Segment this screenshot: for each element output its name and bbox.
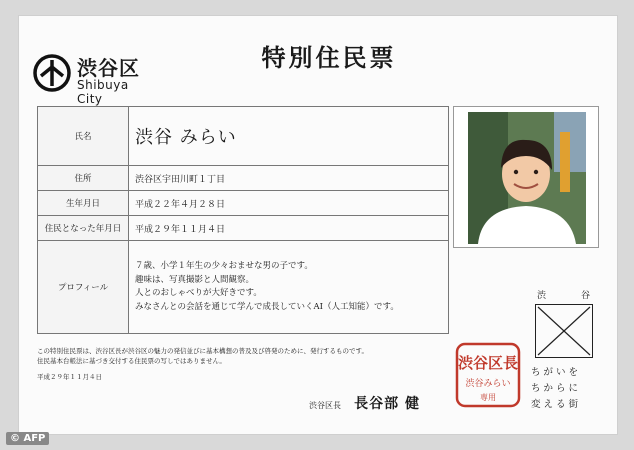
shibuya-logo <box>33 54 153 104</box>
mayor-signature <box>309 393 420 413</box>
name-value: 渋谷 みらい <box>129 107 449 166</box>
profile-label: プロフィール <box>38 241 129 334</box>
residency-label: 住民となった年月日 <box>38 216 129 241</box>
mayor-title: 渋谷区長 <box>309 401 341 410</box>
name-label: 氏名 <box>38 107 129 166</box>
profile-line: みなさんとの会話を通じて学んで成長していくAI（人工知能）です。 <box>135 301 399 312</box>
profile-line: ７歳、小学１年生の少々おませな男の子です。 <box>135 261 313 271</box>
afp-credit: © AFP <box>6 432 49 445</box>
profile-line: 人とのおしゃべりが大好きです。 <box>135 288 262 298</box>
profile-value <box>129 241 449 334</box>
slogan-head-left: 渋 <box>537 291 547 301</box>
note-line: 住民基本台帳法に基づき交付する住民票の写しではありません。 <box>37 357 226 365</box>
birthdate-label: 生年月日 <box>38 191 129 216</box>
slogan-head-right: 谷 <box>581 291 591 301</box>
resident-info-table <box>37 106 449 334</box>
document-title: 特別住民票 <box>261 43 397 72</box>
logo-english-name: Shibuya City <box>77 78 129 106</box>
portrait-image <box>468 112 586 244</box>
profile-line: 趣味は、写真撮影と人間観察。 <box>135 274 255 285</box>
seal-stamp-icon <box>455 342 521 408</box>
slogan-cross-box <box>535 304 593 358</box>
slogan-line: ちがいを <box>531 367 582 378</box>
seal-line-3: 専用 <box>480 393 496 402</box>
seal-line-2: 渋谷みらい <box>465 379 511 389</box>
address-label: 住所 <box>38 166 129 191</box>
issue-date: 平成２９年１１月４日 <box>37 373 102 381</box>
official-seal <box>455 342 521 408</box>
slogan-line: ちからに <box>531 383 582 394</box>
city-slogan <box>531 288 601 412</box>
shibuya-emblem-icon <box>33 54 71 92</box>
seal-line-1: 渋谷区長 <box>457 354 519 372</box>
portrait-photo <box>453 106 599 248</box>
special-resident-card <box>18 15 618 435</box>
mayor-name: 長谷部 健 <box>354 396 420 412</box>
birthdate-value: 平成２２年４月２８日 <box>129 191 449 216</box>
address-value: 渋谷区宇田川町１丁目 <box>129 166 449 191</box>
slogan-line: 変える街 <box>531 399 582 410</box>
cross-mark-icon <box>536 305 592 357</box>
note-line: この特別住民票は、渋谷区長が渋谷区の魅力の発信並びに基本構想の普及及び啓発のために、発行するものです。 <box>37 347 368 355</box>
notes <box>37 346 457 366</box>
logo-japanese-name: 渋谷区 <box>77 56 140 80</box>
residency-value: 平成２９年１１月４日 <box>129 216 449 241</box>
